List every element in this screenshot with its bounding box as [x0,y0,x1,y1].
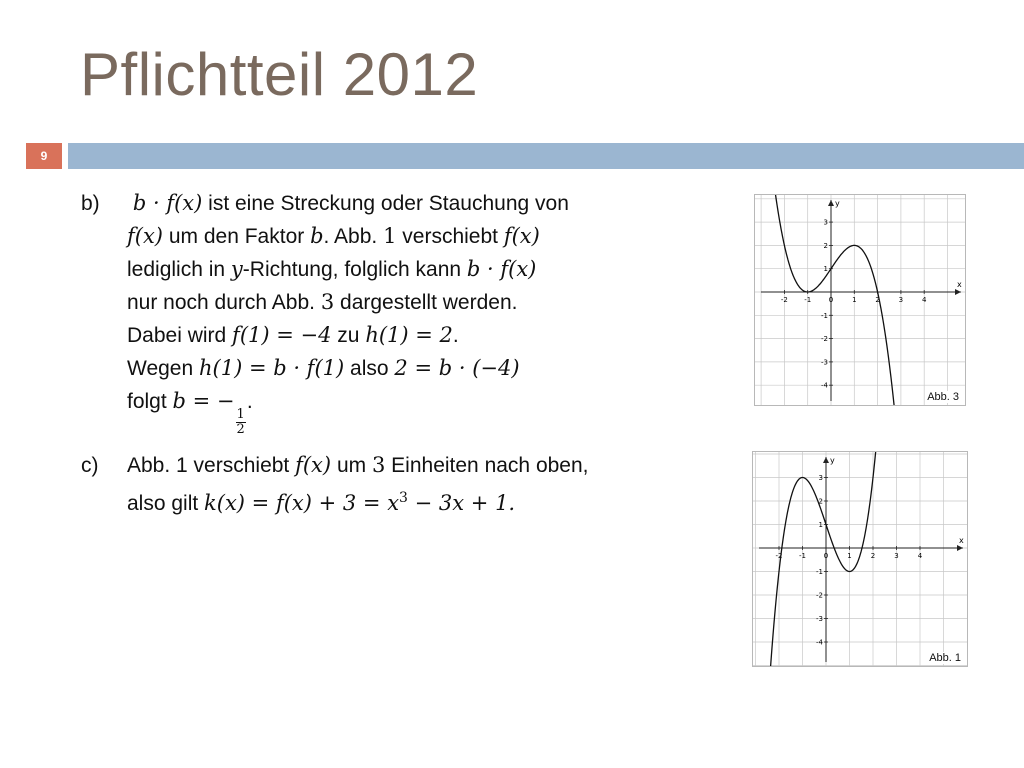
part-b-line: nur noch durch Abb. 3 dargestellt werden. [127,290,518,314]
x-tick-label: 3 [894,552,899,560]
x-tick-label: 0 [823,552,829,560]
x-axis-label: x [959,536,964,545]
y-tick-label: 1 [818,521,823,529]
y-tick-label: -4 [816,638,823,647]
y-tick-label: -3 [821,358,828,367]
part-c-line: also gilt $k(x) = f(x) + 3 = x^3 - 3x + 1$. [127,490,516,515]
y-tick-label: -1 [821,311,828,320]
x-tick-label: 4 [917,552,923,560]
fraction-one-half: $\frac{1}{2}$ [236,407,245,437]
x-tick-label: -1 [804,296,812,304]
part-b-line: f(x) um den Faktor b. Abb. 1 verschiebt f(x) [127,224,540,248]
part-b-line: b · f(x) ist eine Streckung oder Stauchung von [132,191,569,215]
slide-content [81,187,721,520]
y-tick-label: -2 [816,591,823,600]
y-axis-arrow [823,457,829,463]
x-tick-label: 1 [852,296,857,304]
y-tick-label: 3 [818,474,823,482]
y-tick-label: 3 [823,218,828,227]
part-b-line: Wegen h(1) = b · f(1) also 2 = b · (−4) [127,356,520,380]
part-b-line: lediglich in y-Richtung, folglich kann b · f(x) [127,257,537,281]
x-axis-arrow [957,545,963,551]
y-tick-label: -1 [816,568,823,576]
x-tick-label: -2 [780,296,788,304]
figure-abb3 [754,194,966,406]
y-tick-label: 2 [823,241,828,250]
x-tick-label: 2 [870,552,876,560]
y-tick-label: -4 [821,381,828,390]
part-b-line: folgt b = − $\frac{1}{2}$ . [127,389,253,437]
graph-abb3 [755,195,965,405]
x-tick-label: 0 [828,296,834,304]
header-rule [68,143,1024,169]
graph-abb1 [753,452,967,666]
part-b-body [127,187,721,437]
x-tick-label: -2 [775,552,783,560]
part-c [81,449,721,520]
y-tick-label: -2 [821,335,828,344]
part-b [81,187,721,437]
x-tick-label: -1 [799,552,806,560]
slide-number: 9 [26,143,62,169]
x-axis-arrow [955,289,961,295]
y-tick-label: 2 [818,497,823,506]
y-axis-label: y [835,199,840,208]
part-c-line: Abb. 1 verschiebt f(x) um 3 Einheiten nach oben, [127,453,589,477]
y-tick-label: -3 [816,615,823,623]
y-axis-arrow [828,200,834,206]
part-b-line: Dabei wird f(1) = −4 zu h(1) = 2. [127,323,459,347]
figure-abb3-label: Abb. 3 [927,391,959,403]
slide-title: Pflichtteil 2012 [80,41,479,108]
x-tick-label: 2 [875,296,880,304]
y-tick-label: 1 [823,265,828,274]
part-b-label: b) [81,192,100,215]
y-axis-label: y [830,456,835,465]
figure-abb1-label: Abb. 1 [929,652,961,664]
x-tick-label: 1 [847,552,852,560]
x-tick-label: 4 [921,296,927,304]
figure-abb1 [752,451,968,667]
x-tick-label: 3 [898,296,904,304]
x-axis-label: x [957,280,962,289]
part-c-body [127,449,721,520]
part-c-label: c) [81,454,99,477]
